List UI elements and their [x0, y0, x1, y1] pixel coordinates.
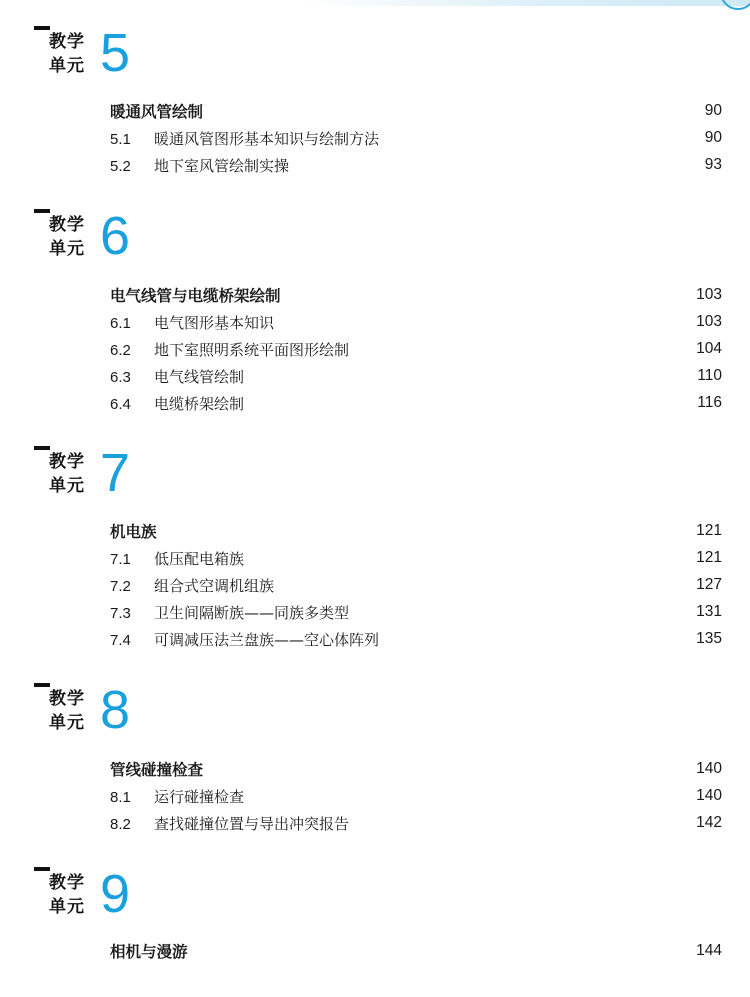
toc-section-row[interactable] [110, 546, 722, 570]
toc-section-row[interactable] [110, 153, 722, 177]
unit-header-6 [34, 206, 194, 269]
toc-chapter-row[interactable] [110, 283, 722, 307]
top-decorative-band [0, 0, 750, 6]
section-number: 8.1 [110, 788, 131, 806]
section-title: 查找碰撞位置与导出冲突报告 [154, 814, 350, 833]
toc-section-row[interactable] [110, 784, 722, 808]
section-title: 卫生间隔断族——同族多类型 [154, 603, 350, 622]
toc-section-row[interactable] [110, 627, 722, 651]
section-number: 6.2 [110, 341, 131, 359]
section-title: 电气图形基本知识 [154, 313, 275, 332]
page-number: 93 [704, 156, 722, 173]
page-number: 144 [696, 942, 722, 959]
unit-label: 教学单元 [49, 873, 85, 917]
chapter-title: 机电族 [110, 523, 157, 541]
toc-chapter-row[interactable] [110, 519, 722, 543]
toc-section-row[interactable] [110, 126, 722, 150]
toc-section-row[interactable] [110, 364, 722, 388]
toc-section-row[interactable] [110, 573, 722, 597]
unit-marker-bar [34, 446, 50, 450]
unit-label: 教学单元 [49, 215, 85, 259]
unit-header-9 [34, 864, 194, 927]
section-title: 电气线管绘制 [154, 367, 245, 386]
section-title: 组合式空调机组族 [154, 576, 275, 595]
unit-marker-bar [34, 26, 50, 30]
unit-label: 教学单元 [49, 452, 85, 496]
chapter-title: 电气线管与电缆桥架绘制 [110, 287, 281, 305]
toc-section-row[interactable] [110, 310, 722, 334]
page-number: 127 [696, 576, 722, 593]
page-number: 103 [696, 286, 722, 303]
unit-number: 6 [100, 206, 131, 266]
page-number: 104 [696, 340, 722, 357]
section-number: 5.1 [110, 130, 131, 148]
toc-chapter-row[interactable] [110, 939, 722, 963]
toc-section-row[interactable] [110, 337, 722, 361]
page-number: 140 [696, 760, 722, 777]
unit-marker-bar [34, 209, 50, 213]
page-number: 140 [696, 787, 722, 804]
unit-label: 教学单元 [49, 689, 85, 733]
unit-number: 7 [100, 443, 131, 503]
page-number: 116 [697, 394, 722, 411]
section-title: 低压配电箱族 [154, 549, 245, 568]
section-title: 地下室照明系统平面图形绘制 [154, 340, 350, 359]
section-number: 7.4 [110, 631, 131, 649]
section-title: 电缆桥架绘制 [154, 394, 245, 413]
chapter-title: 相机与漫游 [110, 943, 188, 961]
section-number: 7.1 [110, 550, 131, 568]
section-number: 7.2 [110, 577, 131, 595]
page-number: 110 [697, 367, 722, 384]
page-number: 103 [696, 313, 722, 330]
page-number: 121 [696, 522, 722, 539]
section-title: 地下室风管绘制实操 [154, 156, 290, 175]
unit-number: 5 [100, 23, 131, 83]
section-title: 暖通风管图形基本知识与绘制方法 [154, 129, 380, 148]
page-number: 131 [696, 603, 722, 620]
toc-section-row[interactable] [110, 391, 722, 415]
unit-marker-bar [34, 683, 50, 687]
section-number: 6.4 [110, 395, 131, 413]
unit-label: 教学单元 [49, 32, 85, 76]
page-number: 90 [704, 102, 722, 119]
unit-number: 8 [100, 680, 131, 740]
unit-header-5 [34, 23, 194, 86]
page-number: 121 [696, 549, 722, 566]
toc-section-row[interactable] [110, 811, 722, 835]
toc-chapter-row[interactable] [110, 99, 722, 123]
section-title: 运行碰撞检查 [154, 787, 245, 806]
unit-header-8 [34, 680, 194, 743]
page-number: 90 [704, 129, 722, 146]
section-title: 可调减压法兰盘族——空心体阵列 [154, 630, 380, 649]
section-number: 5.2 [110, 157, 131, 175]
unit-marker-bar [34, 867, 50, 871]
chapter-title: 暖通风管绘制 [110, 103, 204, 121]
page-number: 142 [696, 814, 722, 831]
page-number: 135 [696, 630, 722, 647]
chapter-title: 管线碰撞检查 [110, 761, 204, 779]
section-number: 7.3 [110, 604, 131, 622]
toc-section-row[interactable] [110, 600, 722, 624]
section-number: 6.3 [110, 368, 131, 386]
unit-number: 9 [100, 864, 131, 924]
section-number: 8.2 [110, 815, 131, 833]
section-number: 6.1 [110, 314, 131, 332]
toc-chapter-row[interactable] [110, 757, 722, 781]
unit-header-7 [34, 443, 194, 506]
